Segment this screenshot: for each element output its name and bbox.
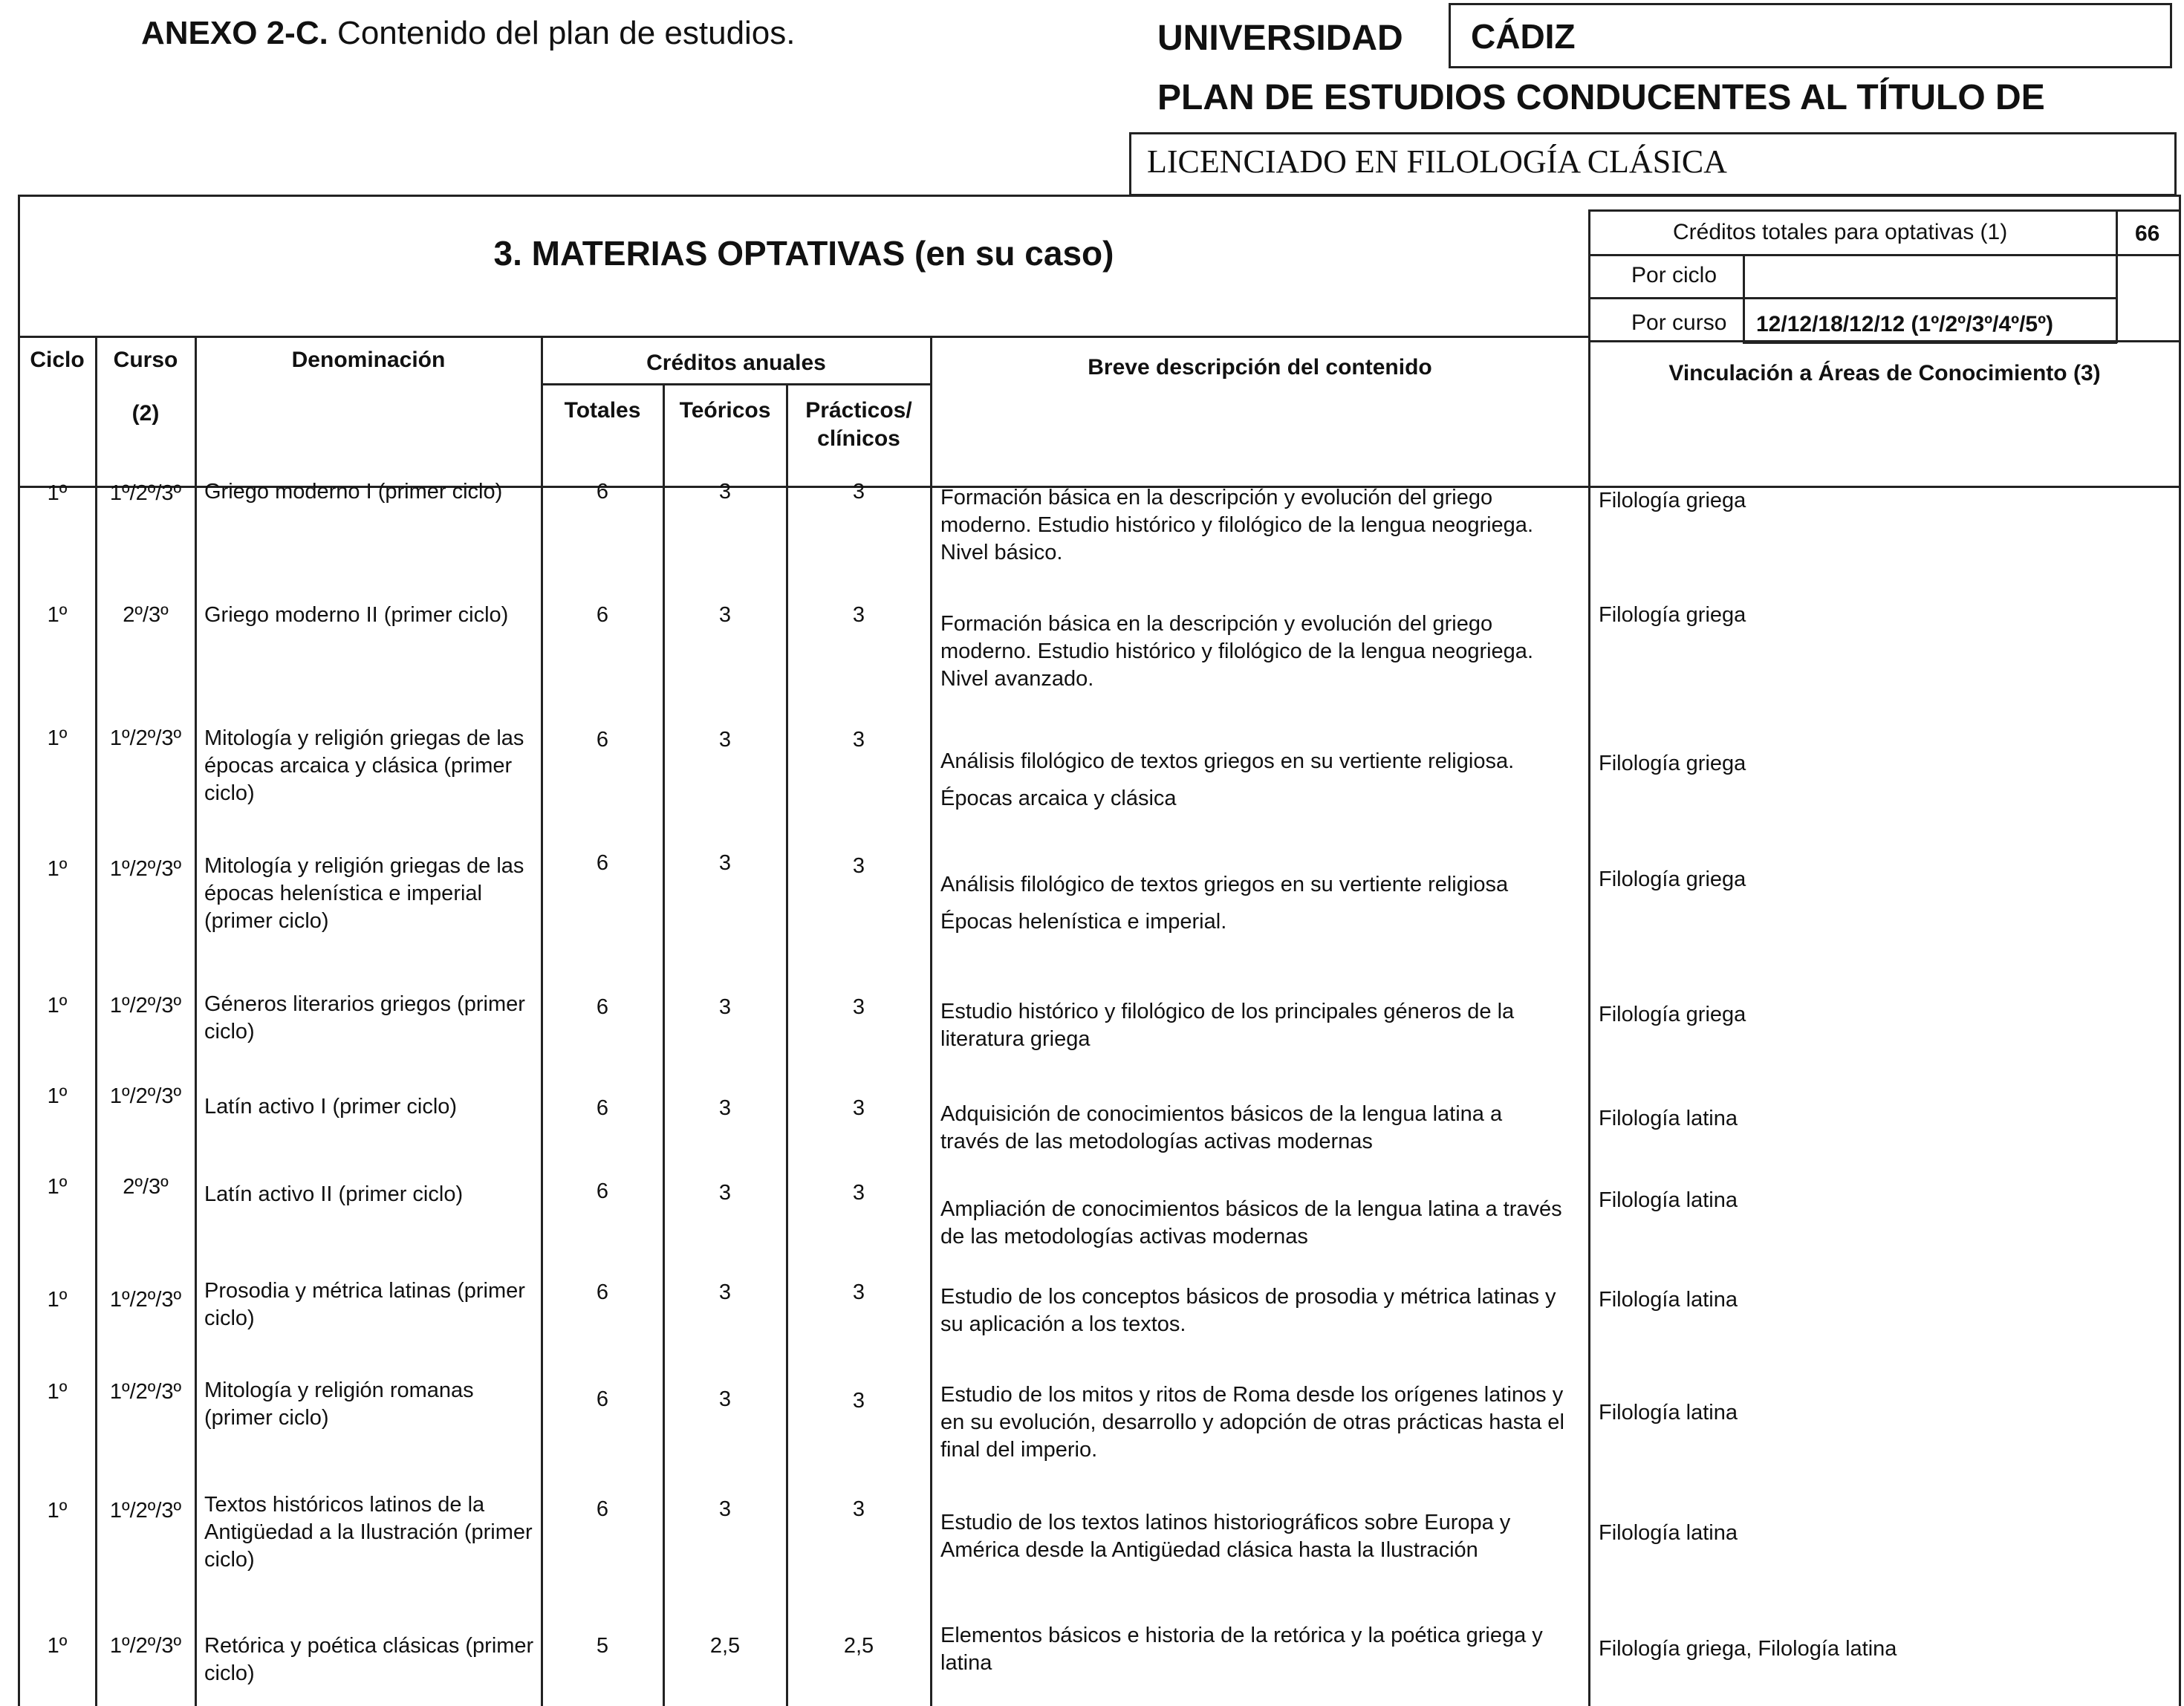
cell-teoricos: 3 [718,851,732,875]
col-header-clinicos: clínicos [817,426,900,451]
cell-denominacion: Latín activo II (primer ciclo) [204,1182,464,1206]
cell-curso: 1º/2º/3º [109,726,182,750]
cell-denominacion: Mitología y religión griegas de las épocas arcaica y clásica (primer ciclo) [204,726,524,805]
cell-area: Filología griega [1599,489,1746,512]
col-header-vinculacion: Vinculación a Áreas de Conocimiento (3) [1668,361,2101,385]
por-curso-label: Por curso [1631,310,1727,335]
cell-denominacion: Latín activo I (primer ciclo) [204,1095,458,1119]
cell-totales: 6 [596,1096,609,1120]
cell-descripcion: Elementos básicos e historia de la retórica y la poética griega y latina [940,1624,1543,1675]
cell-practicos: 3 [852,1280,865,1304]
cell-practicos: 3 [852,1389,865,1413]
cell-teoricos: 3 [718,480,732,504]
cell-totales: 6 [596,728,609,752]
cell-teoricos: 3 [718,728,732,752]
cell-descripcion: Análisis filológico de textos griegos en su vertiente religiosa. Épocas arcaica y clásica [940,749,1515,810]
cell-totales: 6 [596,1497,609,1521]
cell-denominacion: Textos históricos latinos de la Antigüedad a la Ilustración (primer ciclo) [204,1493,533,1572]
cell-practicos: 2,5 [843,1634,874,1658]
cell-denominacion: Mitología y religión griegas de las épocas helenística e imperial (primer ciclo) [204,854,524,933]
credits-box-divider [2116,254,2118,343]
cell-denominacion: Griego moderno II (primer ciclo) [204,603,509,627]
cell-area: Filología griega [1599,752,1746,775]
cell-curso: 1º/2º/3º [109,994,182,1018]
col-header-creditos: Créditos anuales [646,351,826,375]
col-header-teoricos: Teóricos [679,398,771,423]
degree-name: LICENCIADO EN FILOLOGÍA CLÁSICA [1147,143,1727,180]
cell-ciclo: 1º [47,857,68,881]
cell-teoricos: 2,5 [709,1634,741,1658]
cell-totales: 6 [596,1280,609,1304]
cell-curso: 1º/2º/3º [109,481,182,505]
annex-label: ANEXO 2-C. [141,15,328,51]
cell-curso: 1º/2º/3º [109,1499,182,1523]
cell-ciclo: 1º [47,603,68,627]
cell-area: Filología griega, Filología latina [1599,1637,1897,1661]
cell-teoricos: 3 [718,1181,732,1205]
credits-box-left-border [1588,209,1590,340]
cell-area: Filología griega [1599,867,1746,891]
col-header-ciclo: Ciclo [30,348,85,372]
cell-area: Filología griega [1599,603,1746,627]
col-header-totales: Totales [564,398,641,423]
cell-ciclo: 1º [47,1288,68,1312]
por-ciclo-label: Por ciclo [1631,263,1717,287]
cell-ciclo: 1º [47,1084,68,1108]
cell-curso: 1º/2º/3º [109,857,182,881]
credits-box-divider [2116,209,2118,254]
credits-box-row-line [1588,254,2180,256]
header-top-line [18,336,1590,338]
cell-descripcion: Formación básica en la descripción y evolución del griego moderno. Estudio histórico y filológico de la lengua neogriega. Nivel básico. [940,486,1533,564]
cell-curso: 1º/2º/3º [109,1380,182,1404]
col-header-denominacion: Denominación [291,348,446,372]
table-frame [18,195,2181,1706]
cell-totales: 6 [596,851,609,875]
credits-box-top-border [1588,209,2180,212]
cell-ciclo: 1º [47,1499,68,1523]
cell-ciclo: 1º [47,994,68,1018]
cell-area: Filología latina [1599,1521,1738,1545]
plan-title: PLAN DE ESTUDIOS CONDUCENTES AL TÍTULO DE [1157,78,2045,117]
cell-ciclo: 1º [47,1380,68,1404]
cell-ciclo: 1º [47,726,68,750]
cell-curso: 2º/3º [123,603,169,627]
cell-area: Filología latina [1599,1288,1738,1312]
cell-descripcion: Adquisición de conocimientos básicos de la lengua latina a través de las metodologías activas modernas [940,1102,1503,1153]
cell-descripcion: Análisis filológico de textos griegos en su vertiente religiosa Épocas helenística e imperial. [940,873,1509,934]
col-header-descripcion: Breve descripción del contenido [1088,355,1432,380]
cell-descripcion: Ampliación de conocimientos básicos de la lengua latina a través de las metodologías activas modernas [940,1197,1562,1248]
cell-area: Filología latina [1599,1401,1738,1425]
annex-heading [141,15,796,52]
cell-denominacion: Griego moderno I (primer ciclo) [204,480,503,504]
cell-totales: 6 [596,1179,609,1203]
cell-practicos: 3 [852,854,865,878]
cell-curso: 1º/2º/3º [109,1288,182,1312]
cell-teoricos: 3 [718,1497,732,1521]
cell-curso: 2º/3º [123,1175,169,1199]
cell-teoricos: 3 [718,603,732,627]
cell-descripcion: Estudio de los conceptos básicos de prosodia y métrica latinas y su aplicación a los textos. [940,1285,1556,1336]
cell-totales: 6 [596,603,609,627]
cell-denominacion: Géneros literarios griegos (primer ciclo) [204,992,525,1044]
cell-descripcion: Formación básica en la descripción y evolución del griego moderno. Estudio histórico y filológico de la lengua neogriega. Nivel avanzado. [940,612,1533,691]
annex-text: Contenido del plan de estudios. [328,15,796,51]
credits-box-row-line [1588,297,2117,299]
cell-descripcion: Estudio histórico y filológico de los principales géneros de la literatura griega [940,1000,1515,1051]
cell-teoricos: 3 [718,1096,732,1120]
cell-practicos: 3 [852,1497,865,1521]
credits-total-value: 66 [2135,221,2160,246]
cell-totales: 6 [596,1387,609,1411]
cell-denominacion: Mitología y religión romanas (primer ciclo) [204,1378,474,1430]
cell-practicos: 3 [852,1096,865,1120]
col-header-curso-note: (2) [131,401,160,426]
col-header-practicos: Prácticos/ [805,398,912,423]
cell-totales: 6 [596,480,609,504]
cell-denominacion: Retórica y poética clásicas (primer ciclo) [204,1634,534,1685]
cell-teoricos: 3 [718,1280,732,1304]
cell-practicos: 3 [852,995,865,1019]
cell-practicos: 3 [852,480,865,504]
cell-practicos: 3 [852,728,865,752]
section-title: 3. MATERIAS OPTATIVAS (en su caso) [493,234,1114,273]
credits-subheader-line [541,383,932,385]
cell-area: Filología latina [1599,1188,1738,1212]
column-divider [1588,340,1590,1706]
cell-ciclo: 1º [47,1175,68,1199]
header-top-line [1588,340,2181,342]
cell-teoricos: 3 [718,995,732,1019]
credits-total-label: Créditos totales para optativas (1) [1673,220,2008,244]
university-name: CÁDIZ [1471,17,1576,56]
cell-curso: 1º/2º/3º [109,1084,182,1108]
col-header-curso: Curso [113,348,178,372]
cell-area: Filología latina [1599,1107,1738,1130]
cell-denominacion: Prosodia y métrica latinas (primer ciclo) [204,1279,525,1330]
cell-ciclo: 1º [47,1634,68,1658]
cell-curso: 1º/2º/3º [109,1634,182,1658]
cell-practicos: 3 [852,1181,865,1205]
cell-ciclo: 1º [47,481,68,505]
cell-teoricos: 3 [718,1387,732,1411]
cell-descripcion: Estudio de los textos latinos historiográficos sobre Europa y América desde la Antigüedad clásica hasta la Ilustración [940,1511,1511,1562]
university-label: UNIVERSIDAD [1157,19,1403,58]
cell-practicos: 3 [852,603,865,627]
cell-descripcion: Estudio de los mitos y ritos de Roma desde los orígenes latinos y en su evolución, desarrollo y adopción de otras prácticas hasta el final del imperio. [940,1383,1564,1462]
credits-box-divider [1743,254,1745,343]
por-curso-value: 12/12/18/12/12 (1º/2º/3º/4º/5º) [1756,312,2054,336]
cell-area: Filología griega [1599,1003,1746,1026]
cell-totales: 6 [596,995,609,1019]
cell-totales: 5 [596,1634,609,1658]
